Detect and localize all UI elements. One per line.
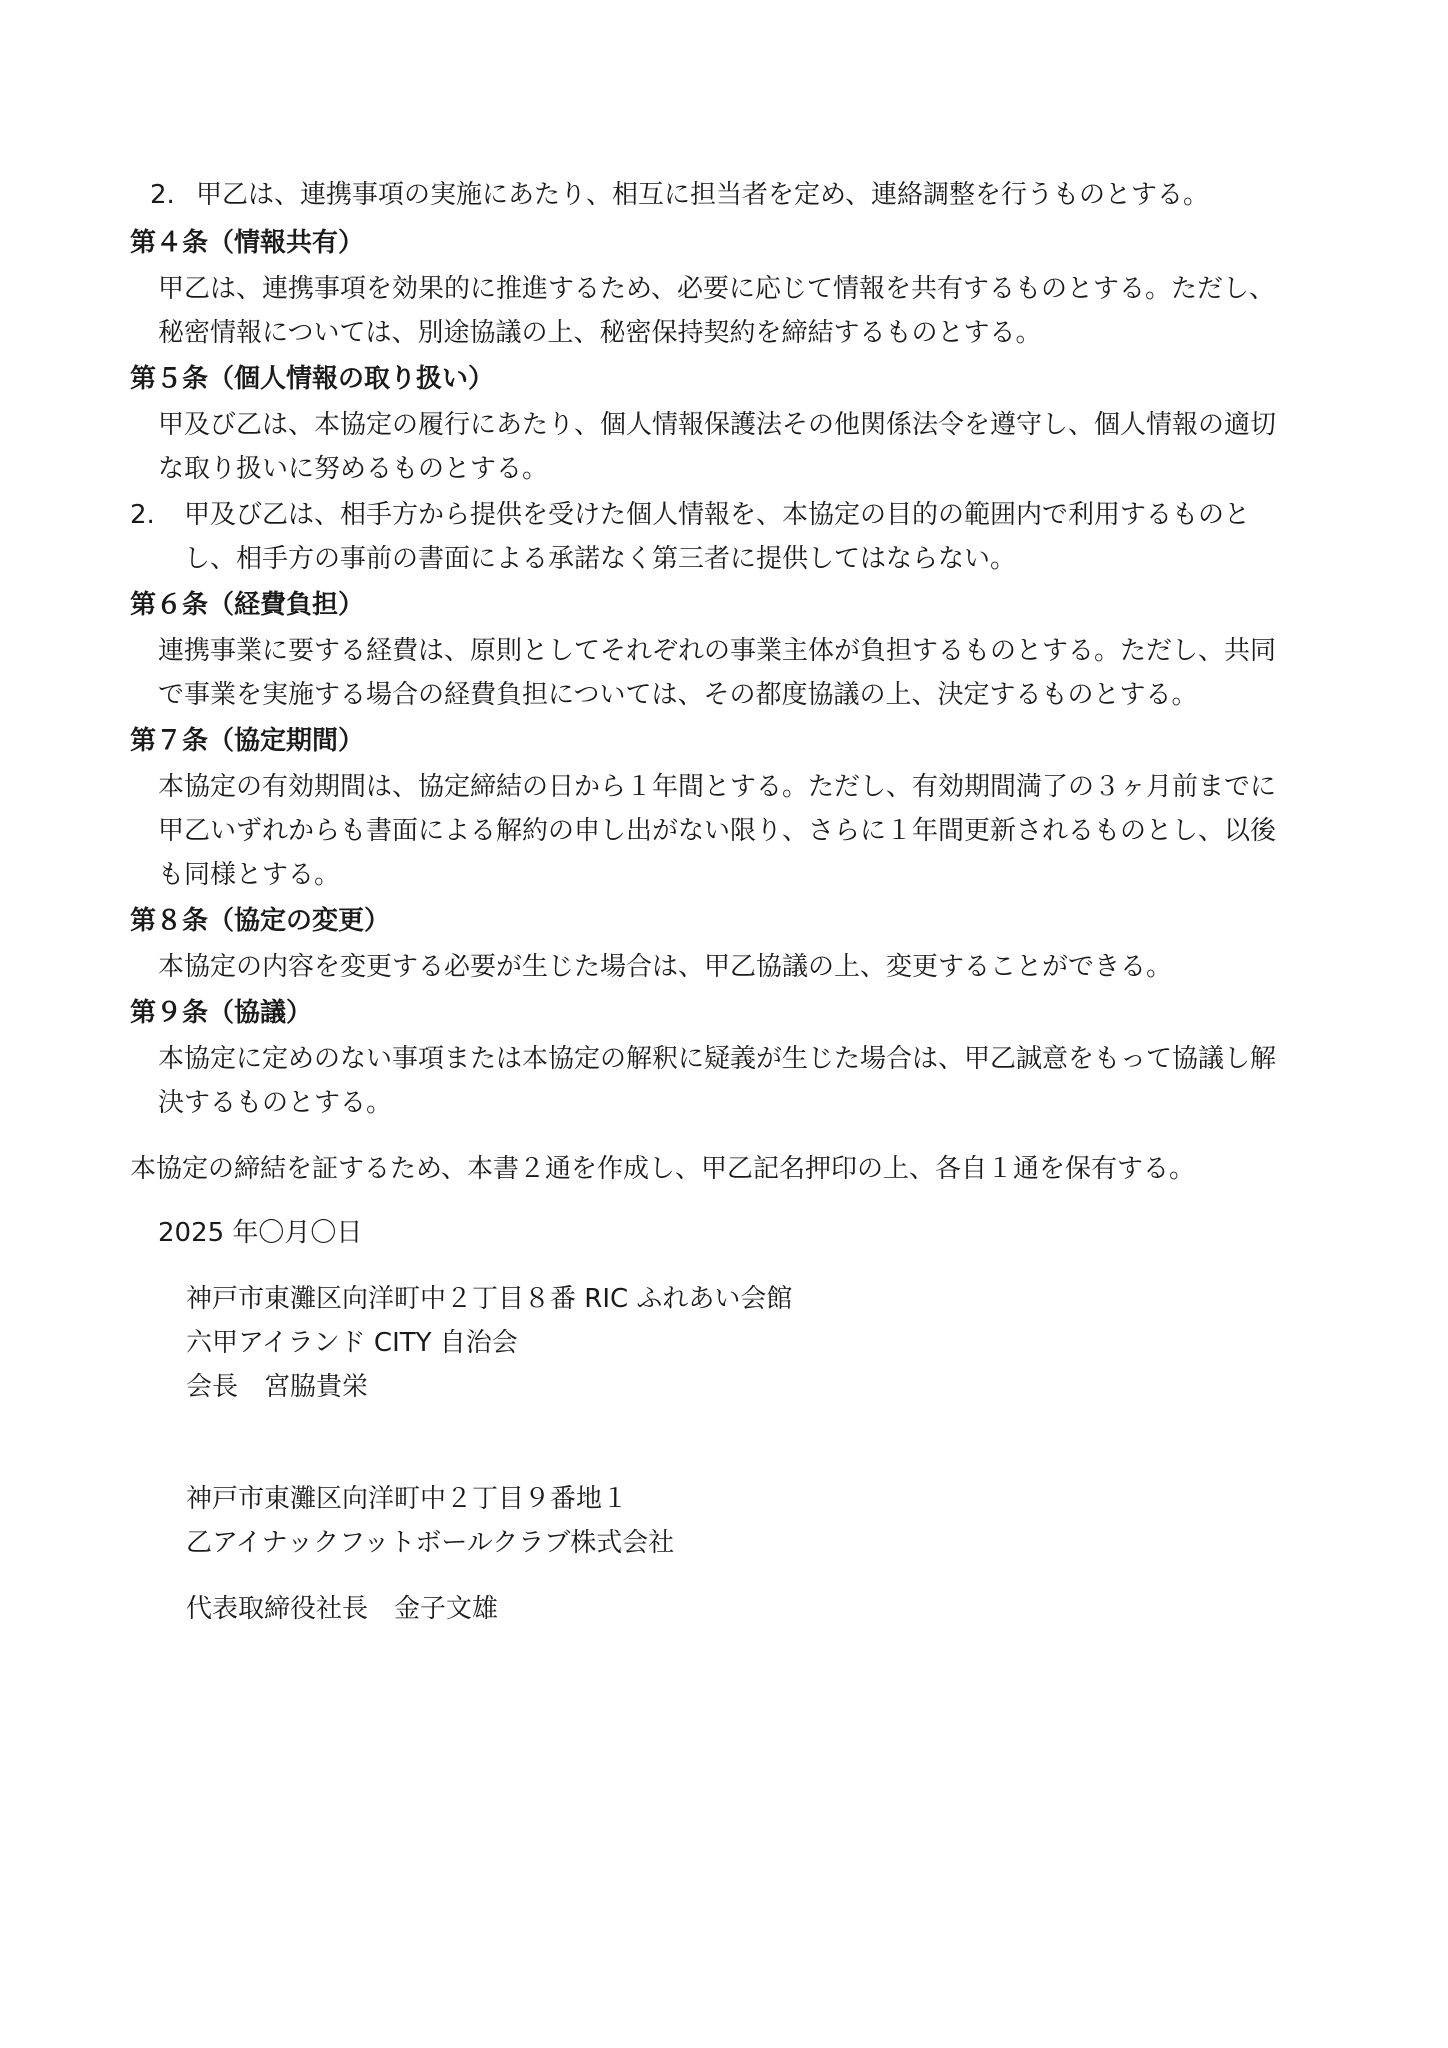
article6-heading: 第６条（経費負担） [130, 590, 365, 620]
article5-item2-continuation: し、相手方の事前の書面による承諾なく第三者に提供してはならない。 [184, 544, 1017, 574]
clause-text: 甲乙は、連携事項の実施にあたり、相互に担当者を定め、連絡調整を行うものとする。 [196, 180, 1209, 210]
article4-text-line: 秘密情報については、別途協議の上、秘密保持契約を締結するものとする。 [158, 318, 1042, 348]
article7-text-line: 本協定の有効期間は、協定締結の日から１年間とする。ただし、有効期間満了の３ヶ月前までに [158, 772, 1277, 802]
list-number: 2. [150, 180, 175, 210]
article9-text-line: 決するものとする。 [158, 1088, 393, 1118]
article8-heading: 第８条（協定の変更） [130, 906, 391, 936]
article4-text-line: 甲乙は、連携事項を効果的に推進するため、必要に応じて情報を共有するものとする。ただし、 [158, 274, 1275, 304]
article9-text-line: 本協定に定めのない事項または本協定の解釈に疑義が生じた場合は、甲乙誠意をもって協議し解 [158, 1044, 1277, 1074]
closing-statement: 本協定の締結を証するため、本書２通を作成し、甲乙記名押印の上、各自１通を保有する。 [130, 1154, 1195, 1184]
party-a-name: 六甲アイランド CITY 自治会 [186, 1328, 518, 1358]
article5-item2 [130, 498, 1250, 532]
party-b-address: 神戸市東灘区向洋町中２丁目９番地１ [186, 1484, 629, 1514]
article5-text-line: 甲及び乙は、本協定の履行にあたり、個人情報保護法その他関係法令を遵守し、個人情報の適切 [158, 410, 1277, 440]
party-a-address: 神戸市東灘区向洋町中２丁目８番 RIC ふれあい会館 [186, 1284, 793, 1314]
clause3-item2 [150, 178, 1209, 212]
clause-text: 甲及び乙は、相手方から提供を受けた個人情報を、本協定の目的の範囲内で利用するものと [184, 500, 1251, 530]
party-b-name: 乙アイナックフットボールクラブ株式会社 [186, 1528, 675, 1558]
article6-text-line: で事業を実施する場合の経費負担については、その都度協議の上、決定するものとする。 [158, 680, 1198, 710]
party-b-representative: 代表取締役社長 金子文雄 [186, 1594, 499, 1624]
agreement-date: 2025 年〇月〇日 [158, 1218, 363, 1248]
party-a-representative: 会長 宮脇貴栄 [186, 1372, 369, 1402]
article7-heading: 第７条（協定期間） [130, 726, 365, 756]
article7-text-line: も同様とする。 [158, 860, 341, 890]
article4-heading: 第４条（情報共有） [130, 228, 365, 258]
article7-text-line: 甲乙いずれからも書面による解約の申し出がない限り、さらに１年間更新されるものとし、以後 [158, 816, 1277, 846]
article5-heading: 第５条（個人情報の取り扱い） [130, 364, 495, 394]
article5-text-line: な取り扱いに努めるものとする。 [158, 454, 549, 484]
article9-heading: 第９条（協議） [130, 998, 313, 1028]
article6-text-line: 連携事業に要する経費は、原則としてそれぞれの事業主体が負担するものとする。ただし、共同 [158, 636, 1277, 666]
list-number: 2. [130, 500, 155, 530]
article8-text-line: 本協定の内容を変更する必要が生じた場合は、甲乙協議の上、変更することができる。 [158, 952, 1173, 982]
